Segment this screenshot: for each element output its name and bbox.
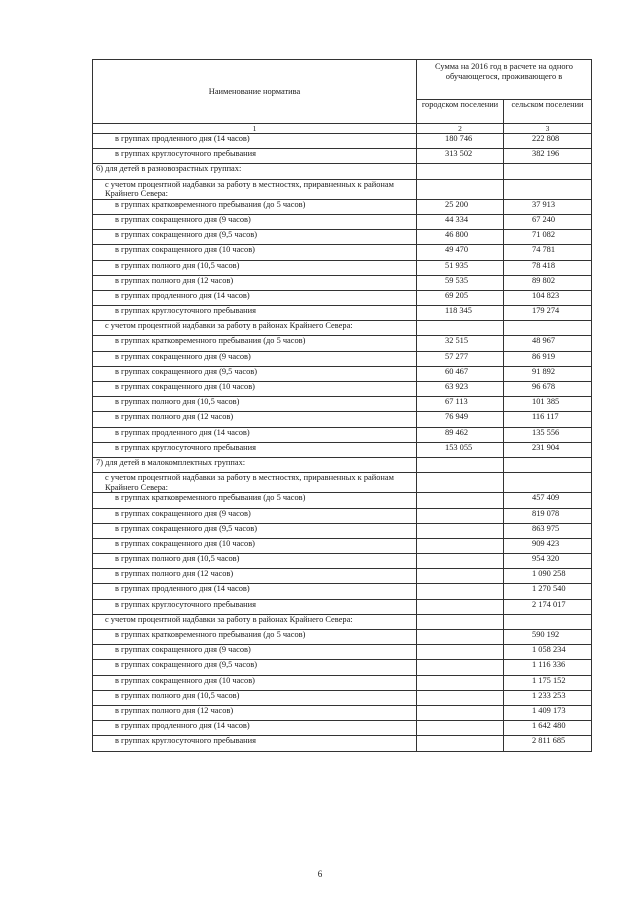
rural-value-cell: [504, 614, 592, 629]
urban-value-cell: [417, 599, 504, 614]
table-row: [93, 554, 592, 569]
table-row: [93, 290, 592, 305]
norm-name-cell: в группах сокращенного дня (9 часов): [93, 214, 417, 229]
norm-name-cell: в группах полного дня (12 часов): [93, 705, 417, 720]
rural-value-cell: 382 196: [504, 149, 592, 164]
table-row: [93, 614, 592, 629]
rural-value-cell: 86 919: [504, 351, 592, 366]
norm-name-cell: в группах полного дня (12 часов): [93, 569, 417, 584]
norm-name-cell: в группах полного дня (12 часов): [93, 412, 417, 427]
urban-value-cell: [417, 508, 504, 523]
column-number-row: [93, 124, 592, 134]
rural-value-cell: 78 418: [504, 260, 592, 275]
rural-value-cell: 1 642 480: [504, 721, 592, 736]
urban-value-cell: [417, 675, 504, 690]
rural-value-cell: 457 409: [504, 493, 592, 508]
table-row: [93, 427, 592, 442]
table-row: [93, 230, 592, 245]
norm-name-cell: в группах круглосуточного пребывания: [93, 599, 417, 614]
urban-value-cell: [417, 321, 504, 336]
norm-name-cell: в группах кратковременного пребывания (до 5 часов): [93, 493, 417, 508]
norm-name-cell: в группах круглосуточного пребывания: [93, 736, 417, 751]
table-row: [93, 705, 592, 720]
rural-value-cell: 116 117: [504, 412, 592, 427]
norm-name-cell: в группах кратковременного пребывания (до 5 часов): [93, 336, 417, 351]
rural-value-cell: 231 904: [504, 442, 592, 457]
rural-value-cell: 104 823: [504, 290, 592, 305]
header-name-cell: [93, 60, 417, 124]
urban-value-cell: 32 515: [417, 336, 504, 351]
norm-name-cell: с учетом процентной надбавки за работу в районах Крайнего Севера:: [93, 614, 417, 629]
rural-value-cell: 37 913: [504, 199, 592, 214]
urban-value-cell: [417, 690, 504, 705]
table-row: [93, 179, 592, 199]
rural-value-cell: 1 270 540: [504, 584, 592, 599]
rural-value-cell: 48 967: [504, 336, 592, 351]
table-row: [93, 199, 592, 214]
header-sum-cell: [417, 60, 592, 100]
norm-name-cell: в группах сокращенного дня (10 часов): [93, 382, 417, 397]
norms-table: [92, 59, 592, 752]
rural-value-cell: 1 058 234: [504, 645, 592, 660]
column-number-3: 3: [504, 124, 592, 134]
urban-value-cell: 63 923: [417, 382, 504, 397]
urban-value-cell: [417, 538, 504, 553]
urban-value-cell: 57 277: [417, 351, 504, 366]
norm-name-cell: в группах полного дня (10,5 часов): [93, 554, 417, 569]
table-row: [93, 660, 592, 675]
header-urban-label: городском поселении: [421, 100, 499, 109]
table-row: [93, 321, 592, 336]
urban-value-cell: [417, 457, 504, 472]
table-row: [93, 275, 592, 290]
urban-value-cell: [417, 569, 504, 584]
urban-value-cell: [417, 614, 504, 629]
urban-value-cell: [417, 736, 504, 751]
table-row: [93, 645, 592, 660]
norm-name-cell: в группах продленного дня (14 часов): [93, 427, 417, 442]
norm-name-cell: в группах продленного дня (14 часов): [93, 721, 417, 736]
table-body: [93, 134, 592, 752]
urban-value-cell: [417, 705, 504, 720]
norm-name-cell: в группах полного дня (10,5 часов): [93, 260, 417, 275]
header-rural-label: сельском поселении: [511, 100, 584, 109]
table-row: [93, 736, 592, 751]
table-row: [93, 164, 592, 179]
norm-name-cell: в группах сокращенного дня (9,5 часов): [93, 523, 417, 538]
table-row: [93, 351, 592, 366]
rural-value-cell: 1 175 152: [504, 675, 592, 690]
norm-name-cell: в группах продленного дня (14 часов): [93, 134, 417, 149]
table-row: [93, 442, 592, 457]
table-row: [93, 675, 592, 690]
rural-value-cell: 863 975: [504, 523, 592, 538]
urban-value-cell: 49 470: [417, 245, 504, 260]
norm-name-cell: с учетом процентной надбавки за работу в районах Крайнего Севера:: [93, 321, 417, 336]
rural-value-cell: 222 808: [504, 134, 592, 149]
urban-value-cell: [417, 721, 504, 736]
table-row: [93, 538, 592, 553]
urban-value-cell: [417, 179, 504, 199]
urban-value-cell: 51 935: [417, 260, 504, 275]
table-row: [93, 412, 592, 427]
urban-value-cell: [417, 645, 504, 660]
norm-name-cell: с учетом процентной надбавки за работу в местностях, приравненных к районам Крайнего Севера:: [93, 473, 417, 493]
table-row: [93, 523, 592, 538]
norm-name-cell: в группах круглосуточного пребывания: [93, 306, 417, 321]
rural-value-cell: 1 233 253: [504, 690, 592, 705]
header-sum-label: Сумма на 2016 год в расчете на одного обучающегося, проживающего в: [435, 62, 573, 81]
norm-name-cell: в группах сокращенного дня (9,5 часов): [93, 660, 417, 675]
urban-value-cell: [417, 493, 504, 508]
urban-value-cell: 118 345: [417, 306, 504, 321]
table-row: [93, 214, 592, 229]
urban-value-cell: 180 746: [417, 134, 504, 149]
urban-value-cell: 60 467: [417, 366, 504, 381]
rural-value-cell: [504, 164, 592, 179]
urban-value-cell: 67 113: [417, 397, 504, 412]
urban-value-cell: 59 535: [417, 275, 504, 290]
rural-value-cell: 1 090 258: [504, 569, 592, 584]
norm-name-cell: в группах сокращенного дня (9 часов): [93, 351, 417, 366]
table-row: [93, 630, 592, 645]
header-name-label: Наименование норматива: [208, 86, 301, 96]
norm-name-cell: в группах продленного дня (14 часов): [93, 290, 417, 305]
norm-name-cell: в группах сокращенного дня (10 часов): [93, 675, 417, 690]
norm-name-cell: в группах полного дня (10,5 часов): [93, 397, 417, 412]
urban-value-cell: 313 502: [417, 149, 504, 164]
rural-value-cell: 96 678: [504, 382, 592, 397]
norm-name-cell: в группах полного дня (10,5 часов): [93, 690, 417, 705]
urban-value-cell: [417, 660, 504, 675]
urban-value-cell: [417, 164, 504, 179]
norm-name-cell: в группах продленного дня (14 часов): [93, 584, 417, 599]
urban-value-cell: [417, 473, 504, 493]
column-number-1: 1: [93, 124, 417, 134]
rural-value-cell: 89 802: [504, 275, 592, 290]
table-row: [93, 721, 592, 736]
table-row: [93, 569, 592, 584]
norm-name-cell: в группах полного дня (12 часов): [93, 275, 417, 290]
table-row: [93, 473, 592, 493]
table-row: [93, 457, 592, 472]
header-urban-cell: [417, 100, 504, 124]
urban-value-cell: [417, 584, 504, 599]
norm-name-cell: в группах кратковременного пребывания (до 5 часов): [93, 630, 417, 645]
header-row: [93, 60, 592, 100]
rural-value-cell: [504, 179, 592, 199]
norm-name-cell: в группах сокращенного дня (10 часов): [93, 538, 417, 553]
header-rural-cell: [504, 100, 592, 124]
table-row: [93, 336, 592, 351]
norm-name-cell: в группах сокращенного дня (9,5 часов): [93, 230, 417, 245]
urban-value-cell: [417, 554, 504, 569]
rural-value-cell: 101 385: [504, 397, 592, 412]
table-row: [93, 366, 592, 381]
table-row: [93, 584, 592, 599]
table-row: [93, 599, 592, 614]
urban-value-cell: 46 800: [417, 230, 504, 245]
norm-name-cell: в группах круглосуточного пребывания: [93, 442, 417, 457]
urban-value-cell: [417, 630, 504, 645]
norm-name-cell: в группах круглосуточного пребывания: [93, 149, 417, 164]
rural-value-cell: 2 811 685: [504, 736, 592, 751]
rural-value-cell: 135 556: [504, 427, 592, 442]
norm-name-cell: в группах кратковременного пребывания (до 5 часов): [93, 199, 417, 214]
table-row: [93, 134, 592, 149]
rural-value-cell: [504, 473, 592, 493]
table-row: [93, 245, 592, 260]
rural-value-cell: 179 274: [504, 306, 592, 321]
rural-value-cell: 819 078: [504, 508, 592, 523]
urban-value-cell: 153 055: [417, 442, 504, 457]
urban-value-cell: 89 462: [417, 427, 504, 442]
urban-value-cell: 25 200: [417, 199, 504, 214]
rural-value-cell: [504, 457, 592, 472]
table-row: [93, 149, 592, 164]
urban-value-cell: [417, 523, 504, 538]
norm-name-cell: в группах сокращенного дня (10 часов): [93, 245, 417, 260]
rural-value-cell: 2 174 017: [504, 599, 592, 614]
norm-name-cell: в группах сокращенного дня (9,5 часов): [93, 366, 417, 381]
rural-value-cell: 1 116 336: [504, 660, 592, 675]
table-row: [93, 690, 592, 705]
page-number: 6: [317, 869, 323, 879]
norm-name-cell: в группах сокращенного дня (9 часов): [93, 508, 417, 523]
urban-value-cell: 44 334: [417, 214, 504, 229]
urban-value-cell: 69 205: [417, 290, 504, 305]
urban-value-cell: 76 949: [417, 412, 504, 427]
rural-value-cell: 71 082: [504, 230, 592, 245]
table-row: [93, 306, 592, 321]
rural-value-cell: 909 423: [504, 538, 592, 553]
rural-value-cell: 67 240: [504, 214, 592, 229]
table-row: [93, 382, 592, 397]
table-row: [93, 508, 592, 523]
rural-value-cell: 1 409 173: [504, 705, 592, 720]
rural-value-cell: 954 320: [504, 554, 592, 569]
rural-value-cell: 91 892: [504, 366, 592, 381]
column-number-2: 2: [417, 124, 504, 134]
rural-value-cell: 74 781: [504, 245, 592, 260]
norm-name-cell: 7) для детей в малокомплектных группах:: [93, 457, 417, 472]
table-row: [93, 260, 592, 275]
rural-value-cell: 590 192: [504, 630, 592, 645]
table-row: [93, 397, 592, 412]
norm-name-cell: в группах сокращенного дня (9 часов): [93, 645, 417, 660]
rural-value-cell: [504, 321, 592, 336]
norm-name-cell: с учетом процентной надбавки за работу в местностях, приравненных к районам Крайнего Севера:: [93, 179, 417, 199]
norm-name-cell: 6) для детей в разновозрастных группах:: [93, 164, 417, 179]
table-row: [93, 493, 592, 508]
